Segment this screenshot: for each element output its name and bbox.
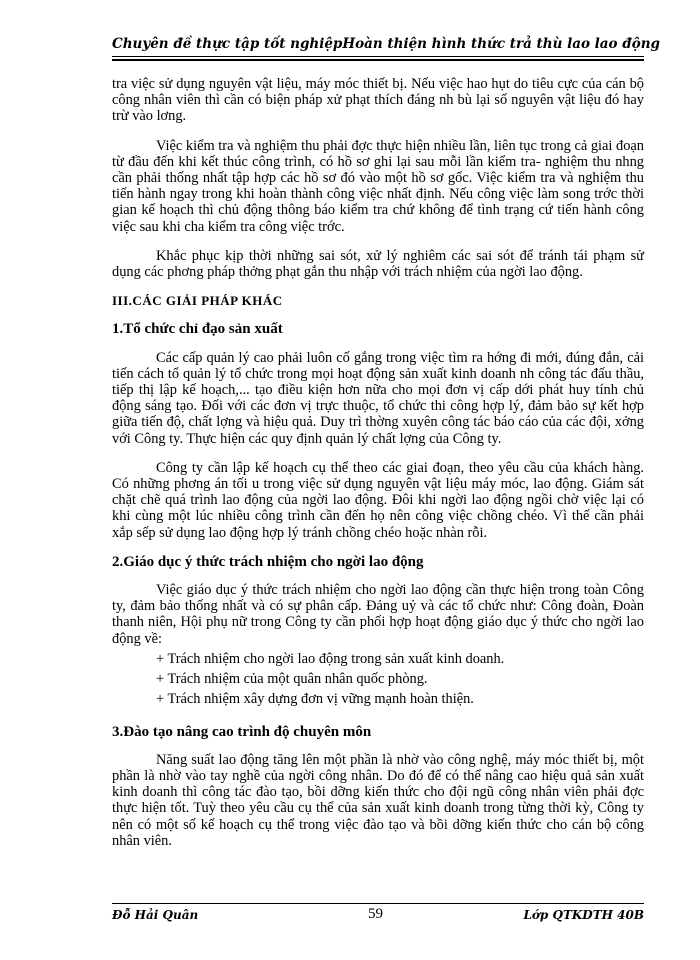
header-right-title: Hoàn thiện hình thức trả thù lao lao động (342, 36, 660, 52)
header-left-title: Chuyên đề thực tập tốt nghiệp (112, 36, 343, 52)
paragraph: Việc kiểm tra và nghiệm thu phải đợc thực hiện nhiều lần, liên tục trong cả giai đoạn từ đầu đến khi kết thúc công trình, có hồ sơ ghi lại sau mỗi lần kiểm tra- nghiệm thu nhng cần phải thống nhất tập hợp các hồ sơ đó vào một hồ sơ gốc. Việc kiểm tra và nghiệm thu tiến hành ngay trong khi hoàn thành công việc nhất định. Nếu công việc làm song trớc thời gian kế hoạch thì chủ động thông báo kiểm tra chứ không để tình trạng cứ tiến hành công việc sau khi cha kiểm tra công việc trớc. (112, 137, 644, 235)
header-rule-thick (112, 59, 644, 61)
page-number: 59 (368, 906, 383, 922)
paragraph: Công ty cần lập kế hoạch cụ thể theo các giai đoạn, theo yêu cầu của khách hàng. Có những phơng án tối u trong việc sử dụng nguyên vật liệu máy móc, lao động. Giám sát chặt chẽ quá trình lao động của ngời lao động. Đôi khi ngời lao động ngồi chờ việc lại có khi cùng một lúc nhiều công trình cần đến họ nên công việc chồng chéo. Vì thế cần phải xắp sếp sử dụng lao động hợp lý tránh chồng chéo hoặc nhàn rỗi. (112, 459, 644, 541)
list-item: + Trách nhiệm của một quân nhân quốc phòng. (156, 671, 428, 688)
paragraph: Khắc phục kịp thời những sai sót, xử lý nghiêm các sai sót để tránh tái phạm sử dụng các phơng pháp thởng phạt gắn thu nhập với trách nhiệm của ngời lao động. (112, 247, 644, 281)
footer-author: Đỗ Hải Quân (112, 908, 199, 922)
paragraph: tra việc sử dụng nguyên vật liệu, máy móc thiết bị. Nếu việc hao hụt do tiêu cực của cán bộ công nhân viên thì cần có biện pháp xử phạt thích đáng nh bù lại số nguyên vật liệu đó hay trừ vào lơng. (112, 76, 644, 125)
header-rule (112, 56, 644, 57)
section-heading: III.CÁC GIẢI PHÁP KHÁC (112, 293, 283, 309)
subsection-heading: 1.Tổ chức chỉ đạo sản xuất (112, 321, 283, 338)
subsection-heading: 2.Giáo dục ý thức trách nhiệm cho ngời lao động (112, 553, 424, 570)
list-item: + Trách nhiệm cho ngời lao động trong sản xuất kinh doanh. (156, 650, 505, 667)
page-footer (112, 908, 644, 926)
paragraph: Việc giáo dục ý thức trách nhiệm cho ngời lao động cần thực hiện trong toàn Công ty, đảm bảo thống nhất và có sự phân cấp. Đảng uỷ và các tổ chức như: Công đoàn, Đoàn thanh niên, Hội phụ nữ trong Công ty cần phối hợp hoạt động giáo dục ý thức cho ngời lao động về: (112, 582, 644, 647)
footer-class: Lớp QTKDTH 40B (523, 908, 644, 922)
subsection-heading: 3.Đào tạo nâng cao trình độ chuyên môn (112, 723, 372, 740)
page-header (112, 36, 660, 52)
document-body (112, 76, 644, 862)
paragraph: Các cấp quản lý cao phải luôn cố gắng trong việc tìm ra hớng đi mới, đúng đắn, cải tiến cách tổ quản lý tổ chức trong mọi hoạt động sản xuất kinh doanh nh công tác đấu thầu, tiếp thị lập kế hoạch,... tạo điều kiện hơn nữa cho mọi đơn vị cấp dới phát huy tính chủ động sáng tạo. Đối với các đơn vị trực thuộc, tổ chức thi công hợp lý, đảm bảo sự kết hợp giữa tiến độ, chất lợng và hiệu quả. Duy trì thờng xuyên công tác báo cáo của các đội, xởng với Công ty. Thực hiện các quy định quản lý chất lợng của Công ty. (112, 349, 644, 447)
paragraph: Năng suất lao động tăng lên một phần là nhờ vào công nghệ, máy móc thiết bị, một phần là nhờ vào tay nghề của ngời công nhân. Do đó để có thể nâng cao hiệu quả sản xuất kinh doanh thì công tác đào tạo, bồi dỡng kiến thức cho đội ngũ công nhân viên phải đợc thực hiện tốt. Tuỳ theo yêu cầu cụ thể của sản xuất kinh doanh trong từng thời kỳ, Công ty nên có một số kế hoạch cụ thể trong việc đào tạo và bồi dỡng kiến thức cho cán bộ công nhân viên. (112, 751, 644, 849)
footer-rule (112, 903, 644, 904)
list-item: + Trách nhiệm xây dựng đơn vị vững mạnh hoàn thiện. (156, 691, 474, 708)
